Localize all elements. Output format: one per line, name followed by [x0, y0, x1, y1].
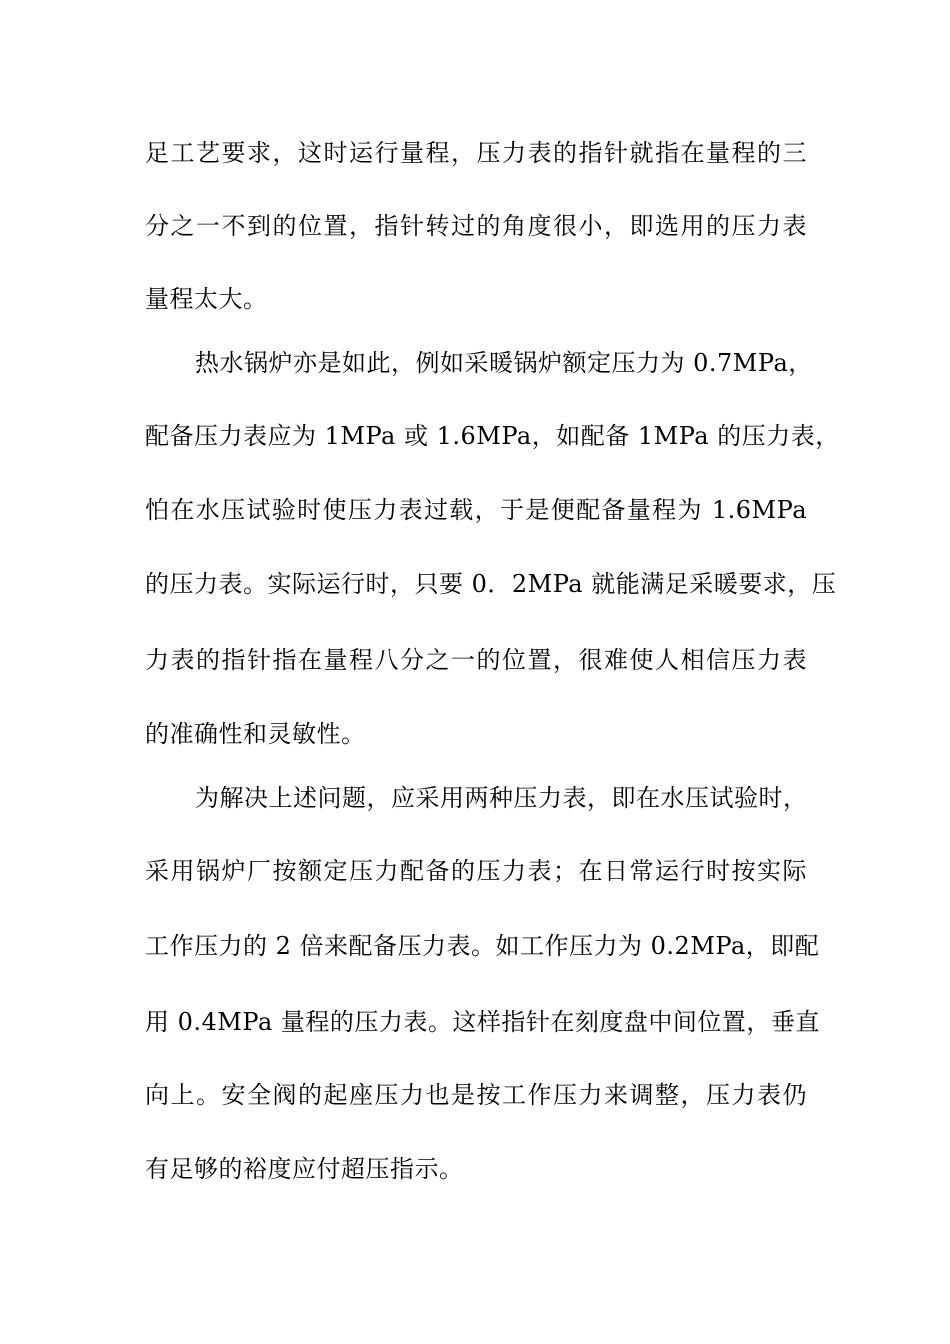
paragraph-2-line-4: 的压力表。实际运行时，只要 0．2MPa 就能满足采暖要求，压 [145, 570, 837, 598]
paragraph-3-line-6: 有足够的裕度应付超压指示。 [145, 1155, 464, 1183]
paragraph-1-line-2: 分之一不到的位置，指针转过的角度很小，即选用的压力表 [145, 212, 807, 240]
paragraph-1-line-3: 量程太大。 [145, 285, 268, 313]
paragraph-1-line-1: 足工艺要求，这时运行量程，压力表的指针就指在量程的三 [145, 139, 807, 167]
paragraph-3-line-4: 用 0.4MPa 量程的压力表。这样指针在刻度盘中间位置，垂直 [145, 1008, 820, 1036]
paragraph-3-line-5: 向上。安全阀的起座压力也是按工作压力来调整，压力表仍 [145, 1081, 807, 1109]
paragraph-3-line-2: 采用锅炉厂按额定压力配备的压力表；在日常运行时按实际 [145, 857, 807, 885]
paragraph-3-line-3: 工作压力的 2 倍来配备压力表。如工作压力为 0.2MPa，即配 [145, 932, 820, 960]
paragraph-3-line-1: 为解决上述问题，应采用两种压力表，即在水压试验时， [195, 784, 808, 812]
paragraph-2-line-1: 热水锅炉亦是如此，例如采暖锅炉额定压力为 0.7MPa， [195, 349, 813, 377]
paragraph-2-line-2: 配备压力表应为 1MPa 或 1.6MPa，如配备 1MPa 的压力表， [145, 422, 840, 450]
paragraph-2-line-5: 力表的指针指在量程八分之一的位置，很难使人相信压力表 [145, 646, 807, 674]
paragraph-2-line-3: 怕在水压试验时使压力表过载，于是便配备量程为 1.6MPa [145, 496, 807, 524]
paragraph-2-line-6: 的准确性和灵敏性。 [145, 720, 366, 748]
